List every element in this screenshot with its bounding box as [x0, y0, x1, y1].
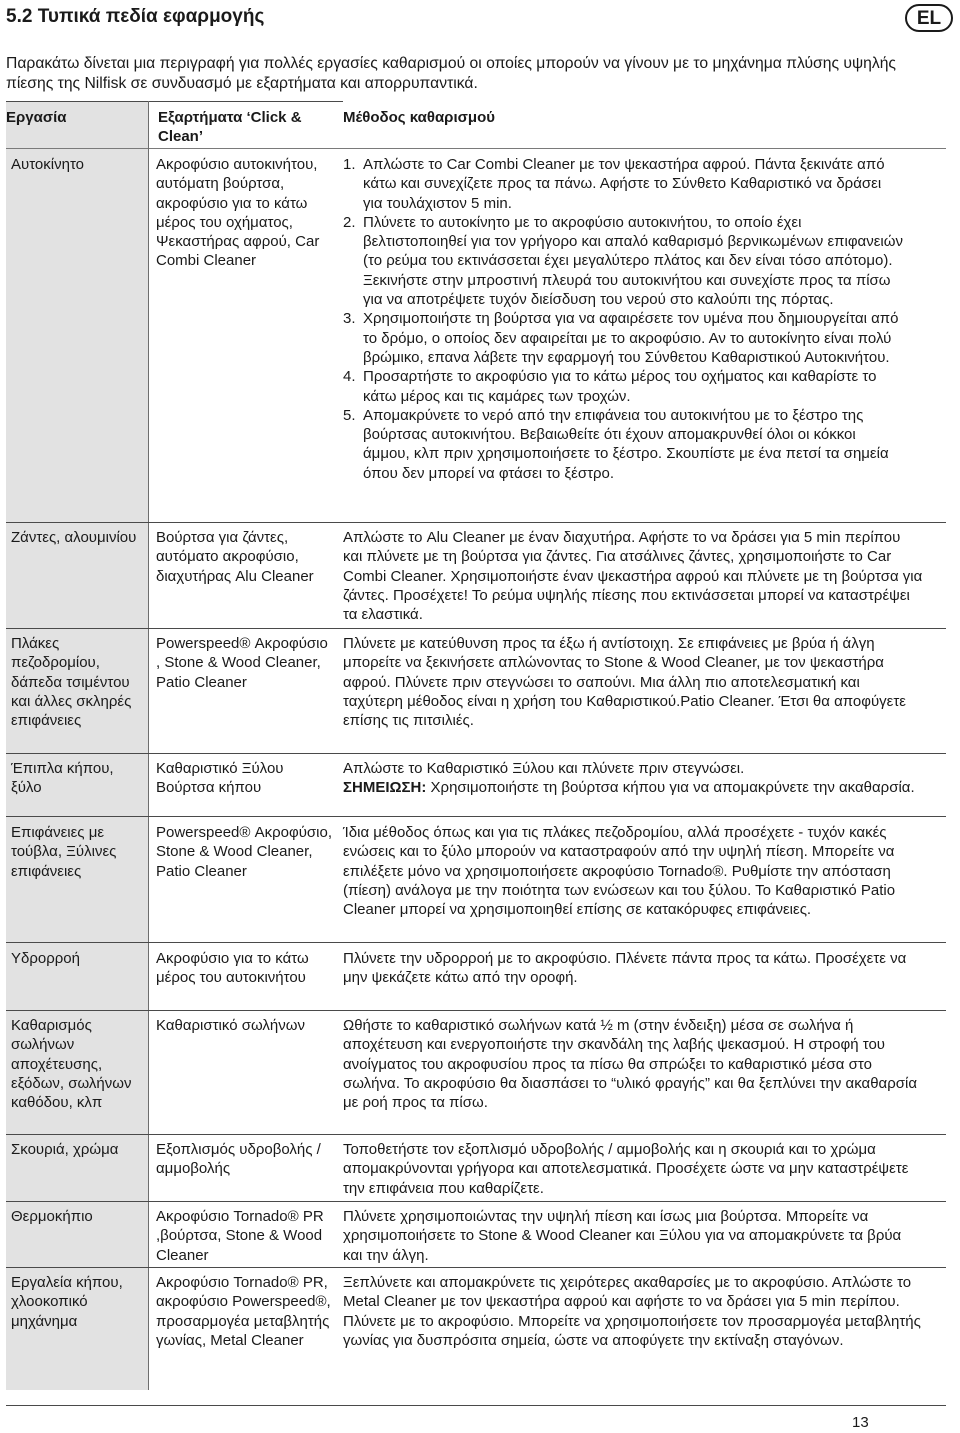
row-accessories: Εξοπλισμός υδροβολής / αμμοβολής: [156, 1141, 321, 1178]
row-accessories: Ακροφύσιο αυτοκινήτου, αυτόματη βούρτσα, ακροφύσιο για το κάτω μέρος του οχήματος, Ψεκαστήρας αφρού, Car Combi Cleaner: [156, 156, 320, 270]
row-task: Σκουριά, χρώμα: [11, 1141, 119, 1158]
row-task: Υδρορροή: [11, 950, 80, 967]
row-accessories: Ακροφύσιο για το κάτω μέρος του αυτοκινήτου: [156, 950, 309, 987]
row-task: Ζάντες, αλουμινίου: [11, 529, 137, 546]
row-divider: [6, 1010, 946, 1011]
row-task: Θερμοκήπιο: [11, 1208, 93, 1225]
row-accessories: Καθαριστικό σωλήνων: [156, 1017, 305, 1034]
step-text: Χρησιμοποιήστε τη βούρτσα για να αφαιρέσετε τον υμένα που δημιουργείται από το δρόμο, ο οποίος δεν αφαιρείται με το ακροφύσιο. Αν το αυτοκίνητο είναι πολύ βρώμικο, επανα λάβετε την εφαρμογή του Σύνθετου Καθαριστικού Αυτοκινήτου.: [363, 310, 899, 366]
note-text: Χρησιμοποιήστε τη βούρτσα κήπου για να απομακρύνετε την ακαθαρσία.: [426, 779, 915, 797]
row-task: Καθαρισμός σωλήνων αποχέτευσης, εξόδων, σωλήνων καθόδου, κλπ: [11, 1017, 132, 1112]
row-accessories: Powerspeed® Ακροφύσιο, Stone & Wood Cleaner, Patio Cleaner: [156, 824, 333, 880]
intro-paragraph: Παρακάτω δίνεται μια περιγραφή για πολλές εργασίες καθαρισμού οι οποίες μπορούν να γίνουν με το μηχάνημα πλύσης υψηλής πίεσης της Nilfisk σε συνδυασμό με εξαρτήματα και απορρυπαντικά.: [6, 55, 896, 92]
row-method: [343, 759, 923, 798]
row-task: Αυτοκίνητο: [11, 156, 84, 173]
step-number: 2.: [343, 213, 356, 231]
row-divider: [6, 816, 946, 817]
method-step: [343, 367, 903, 406]
step-number: 1.: [343, 156, 356, 173]
method-step: [343, 309, 903, 367]
row-divider: [6, 1267, 946, 1268]
row-divider: [6, 1134, 946, 1135]
row-accessories: Ακροφύσιο Tornado® PR, ακροφύσιο Powerspeed®, προσαρμογέα μεταβλητής γωνίας, Metal Cleaner: [156, 1274, 331, 1349]
row-method-steps: [343, 155, 903, 483]
page-number: 13: [852, 1414, 869, 1431]
column-divider: [148, 101, 149, 1390]
task-column-background: [6, 102, 148, 1390]
step-text: Απομακρύνετε το νερό από την επιφάνεια του αυτοκινήτου με το ξέστρο της βούρτσας αυτοκινήτου. Βεβαιωθείτε ότι έχουν απομακρυνθεί όλοι οι κόκκοι άμμου, κλπ πριν χρησιμοποιήσετε το ξέστρο. Σκουπίστε με ένα πετσί τα σημεία όπου δεν μπορεί να φτάσει το ξέστρο.: [363, 406, 889, 482]
row-task: Επιφάνειες με τούβλα, Ξύλινες επιφάνειες: [11, 824, 117, 880]
section-title: 5.2 Τυπικά πεδία εφαρμογής: [6, 6, 265, 27]
step-text: Απλώστε το Car Combi Cleaner με τον ψεκαστήρα αφρού. Πάντα ξεκινάτε από κάτω και συνεχίζετε προς τα πάνω. Αφήστε το Σύνθετο Καθαριστικό να δράσει για τουλάχιστον 5 min.: [363, 156, 885, 212]
row-method: Ίδια μέθοδος όπως και για τις πλάκες πεζοδρομίου, αλλά προσέχετε - τυχόν κακές ενώσεις και το ξύλο μπορούν να καταστραφούν από την υψηλή πίεση. Μπορείτε να επιλέξετε μόνο να χρησιμοποιήσετε ακροφύσιο Tornado®. Ρυθμίστε την απόσταση (πίεση) ανάλογα με την ποιότητα των ενώσεων και του ξύλου. Το Καθαριστικό Patio Cleaner μπορεί να χρησιμοποιηθεί επίσης σε κατακόρυφες επιφάνειες.: [343, 824, 896, 919]
row-method: Πλύνετε χρησιμοποιώντας την υψηλή πίεση και ίσως μια βούρτσα. Μπορείτε να χρησιμοποιήσετε το Stone & Wood Cleaner και Ξύλου για να απομακρύνετε τα βρύα και την άλγη.: [343, 1208, 902, 1264]
method-note: [343, 778, 923, 797]
step-text: Προσαρτήστε το ακροφύσιο για το κάτω μέρος του οχήματος και καθαρίστε το κάτω μέρος και τις καμάρες των τροχών.: [363, 368, 877, 405]
header-task: Εργασία: [6, 109, 67, 126]
row-accessories: Powerspeed® Ακροφύσιο , Stone & Wood Cleaner, Patio Cleaner: [156, 635, 328, 691]
row-accessories: Βούρτσα για ζάντες, αυτόματο ακροφύσιο, διαχυτήρας Alu Cleaner: [156, 529, 314, 585]
table-top-rule: [6, 101, 343, 102]
method-text: Απλώστε το Καθαριστικό Ξύλου και πλύνετε πριν στεγνώσει.: [343, 760, 745, 777]
row-method: Πλύνετε την υδρορροή με το ακροφύσιο. Πλένετε πάντα προς τα κάτω. Προσέχετε να μην ψεκάζετε κάτω από την οροφή.: [343, 950, 907, 987]
step-number: 4.: [343, 368, 356, 386]
method-step: [343, 155, 903, 213]
row-divider: [6, 753, 946, 754]
row-method: Απλώστε το Alu Cleaner με έναν διαχυτήρα. Αφήστε το να δράσει για 5 min περίπου και πλύνετε με τη βούρτσα για ζάντες. Για ατσάλινες ζάντες, χρησιμοποιήστε το Car Combi Cleaner. Χρησιμοποιήστε έναν ψεκαστήρα αφρού και πλύνετε με τη βούρτσα για ζάντες. Προσέχετε! Το ρεύμα υψηλής πίεσης που εκτινάσσεται μπορεί να καταστρέψει τα ελαστικά.: [343, 529, 923, 624]
row-accessories: Καθαριστικό Ξύλου Βούρτσα κήπου: [156, 760, 284, 797]
method-step: [343, 406, 903, 483]
row-method: Τοποθετήστε τον εξοπλισμό υδροβολής / αμμοβολής και η σκουριά και το χρώμα απομακρύνονται γρήγορα και αποτελεσματικά. Προσέχετε ώστε να μην καταστρέψετε την επιφάνεια που καθαρίζετε.: [343, 1141, 909, 1197]
method-step: [343, 213, 903, 309]
header-method: Μέθοδος καθαρισμού: [343, 109, 495, 126]
row-task: Πλάκες πεζοδρομίου, δάπεδα τσιμέντου και άλλες σκληρές επιφάνειες: [11, 635, 132, 730]
row-method: Ξεπλύνετε και απομακρύνετε τις χειρότερες ακαθαρσίες με το ακροφύσιο. Απλώστε το Metal Cleaner με τον ψεκαστήρα αφρού και αφήστε το να δράσει για 5 min περίπου. Πλύνετε με το ακροφύσιο. Μπορείτε να χρησιμοποιήσετε τον προσαρμογέα μεταβλητής γωνίας για δυσπρόσιτα σημεία, ώστε να αποφύγετε την εκτίναξη σταγόνων.: [343, 1274, 921, 1349]
step-number: 3.: [343, 310, 356, 328]
row-task: Έπιπλα κήπου, ξύλο: [11, 760, 114, 797]
step-text: Πλύνετε το αυτοκίνητο με το ακροφύσιο αυτοκινήτου, το οποίο έχει βελτιστοποιηθεί για τον γρήγορο και απαλό καθαρισμό βερνικωμένων επιφανειών (το ρεύμα του εκτινάσσεται έχει μεγαλύτερο πλάτος και δεν είναι τόσο απότομο). Ξεκινήστε στην μπροστινή πλευρά του αυτοκινήτου και συνεχίστε προς τα πίσω για να αποτρέψετε τυχόν διείσδυση του νερού στο καλούπι της πόρτας.: [363, 213, 903, 309]
note-label: ΣΗΜΕΙΩΣΗ:: [343, 779, 427, 797]
header-rule: [6, 148, 946, 149]
header-accessories: Εξαρτήματα ‘Click & Clean’: [158, 109, 302, 145]
row-method: Ωθήστε το καθαριστικό σωλήνων κατά ½ m (στην ένδειξη) μέσα σε σωλήνα ή αποχέτευση και ενεργοποιήστε την σκανδάλη της λαβής ψεκασμού. Η στροφή του ανοίγματος του ακροφυσίου προς τα πίσω θα σπρώξει το καθαριστικό μέσα στο σωλήνα. Το ακροφύσιο θα διασπάσει το “υλικό φραγής” και θα ξεπλύνει την ακαθαρσία με ροή προς τα πίσω.: [343, 1017, 918, 1112]
footer-rule: [6, 1405, 946, 1406]
row-method: Πλύνετε με κατεύθυνση προς τα έξω ή αντίστοιχη. Σε επιφάνειες με βρύα ή άλγη μπορείτε να ξεκινήσετε απλώνοντας το Stone & Wood Cleaner, με τον ψεκαστήρα αφρού. Πλύνετε πριν στεγνώσει το σαπούνι. Μια άλλη πιο αποτελεσματική και ταχύτερη μέθοδος είναι η χρήση του Καθαριστικού.Patio Cleaner. Έτσι θα αποφύγετε επίσης τις πιτσιλιές.: [343, 635, 906, 730]
row-divider: [6, 628, 946, 629]
row-divider: [6, 942, 946, 943]
row-divider: [6, 522, 946, 523]
row-task: Εργαλεία κήπου, χλοοκοπικό μηχάνημα: [11, 1274, 123, 1330]
row-divider: [6, 1201, 946, 1202]
step-number: 5.: [343, 406, 356, 424]
language-badge: EL: [905, 4, 953, 32]
row-accessories: Ακροφύσιο Tornado® PR ,βούρτσα, Stone & Wood Cleaner: [156, 1208, 324, 1264]
